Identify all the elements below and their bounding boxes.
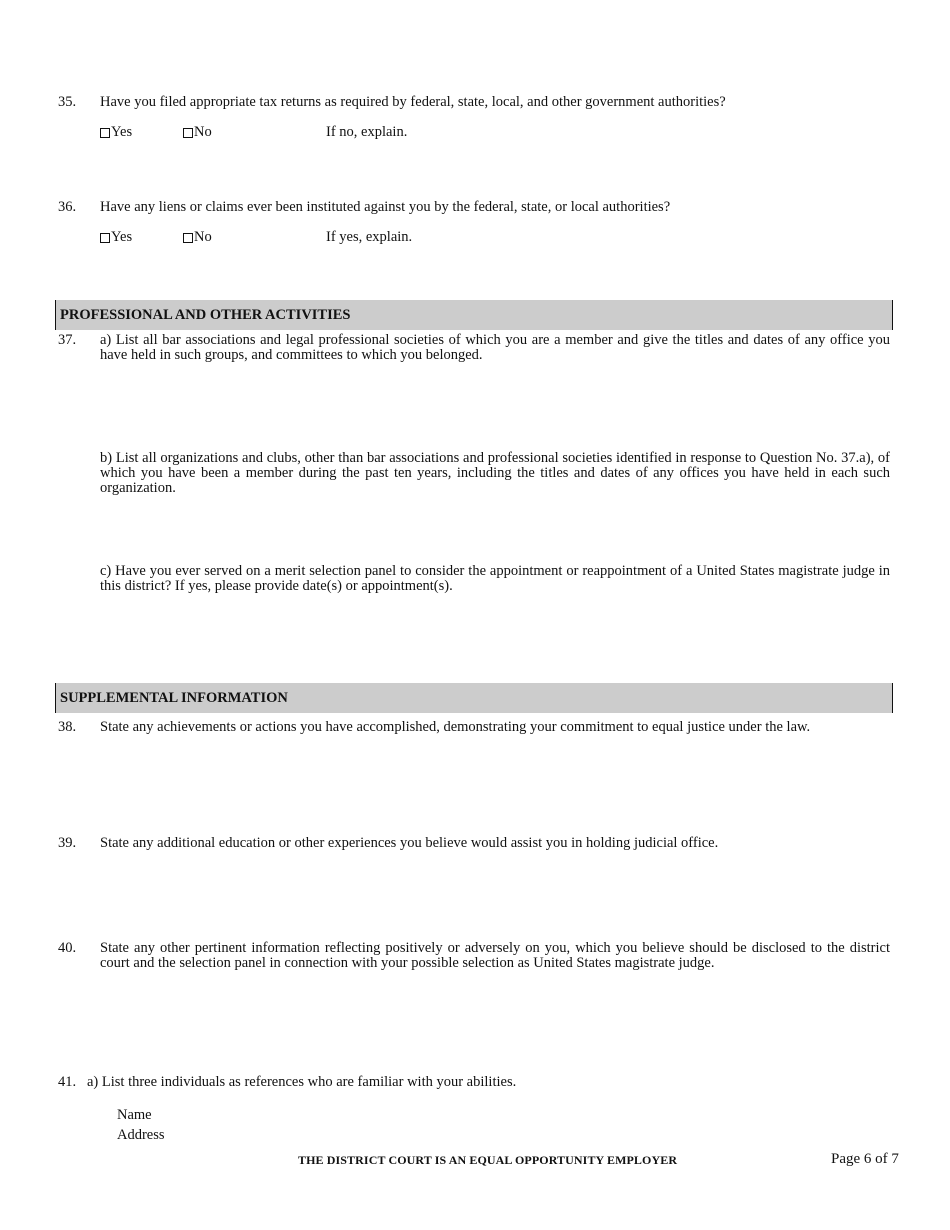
question-38-number: 38. [58, 719, 77, 735]
question-37c-text: c) Have you ever served on a merit selection panel to consider the appointment or reappointment of a United States magistrate judge in this district? If yes, please provide date(s) or appointment(s). [100, 563, 890, 594]
question-41-number: 41. [58, 1074, 77, 1090]
section-header-professional [55, 300, 893, 330]
question-35-text: Have you filed appropriate tax returns as required by federal, state, local, and other government authorities? [100, 94, 726, 110]
q36-yes-label: Yes [111, 229, 133, 245]
reference-name-label: Name [117, 1107, 152, 1123]
question-41a-text: a) List three individuals as references who are familiar with your abilities. [87, 1074, 517, 1090]
question-36-number: 36. [58, 199, 77, 215]
question-39-text: State any additional education or other experiences you believe would assist you in holding judicial office. [100, 835, 719, 851]
section-header-supplemental [55, 683, 893, 713]
question-39-number: 39. [58, 835, 77, 851]
checkbox-square-icon [100, 128, 110, 138]
q36-explain-label: If yes, explain. [326, 229, 413, 245]
q35-yes-label: Yes [111, 124, 133, 140]
question-38-text: State any achievements or actions you have accomplished, demonstrating your commitment to equal justice under the law. [100, 719, 811, 735]
q35-explain-label: If no, explain. [326, 124, 408, 140]
checkbox-square-icon [100, 233, 110, 243]
q35-yes-checkbox[interactable] [100, 125, 132, 140]
reference-address-label: Address [117, 1127, 165, 1143]
page-number: Page 6 of 7 [831, 1151, 899, 1167]
question-40-number: 40. [58, 940, 77, 956]
question-37a-text: a) List all bar associations and legal professional societies of which you are a member and give the titles and dates of any office you have held in such groups, and committees to which you belonged. [100, 332, 890, 363]
q36-yes-checkbox[interactable] [100, 230, 132, 245]
question-40-text: State any other pertinent information reflecting positively or adversely on you, which you believe should be disclosed to the district court and the selection panel in connection with your possible selection as United States magistrate judge. [100, 940, 890, 971]
checkbox-square-icon [183, 233, 193, 243]
checkbox-square-icon [183, 128, 193, 138]
question-37-number: 37. [58, 332, 77, 348]
q36-no-label: No [194, 229, 212, 245]
q36-no-checkbox[interactable] [183, 230, 212, 245]
section-title: PROFESSIONAL AND OTHER ACTIVITIES [60, 306, 351, 323]
question-36-text: Have any liens or claims ever been instituted against you by the federal, state, or local authorities? [100, 199, 671, 215]
section-title: SUPPLEMENTAL INFORMATION [60, 689, 288, 706]
q35-no-checkbox[interactable] [183, 125, 212, 140]
footer-equal-opportunity: THE DISTRICT COURT IS AN EQUAL OPPORTUNITY EMPLOYER [298, 1153, 678, 1167]
question-37b-text: b) List all organizations and clubs, other than bar associations and professional societies identified in response to Question No. 37.a), of which you have been a member during the past ten years, including the titles and dates of any offices you have held in each such organization. [100, 450, 890, 496]
q35-no-label: No [194, 124, 212, 140]
question-35-number: 35. [58, 94, 77, 110]
